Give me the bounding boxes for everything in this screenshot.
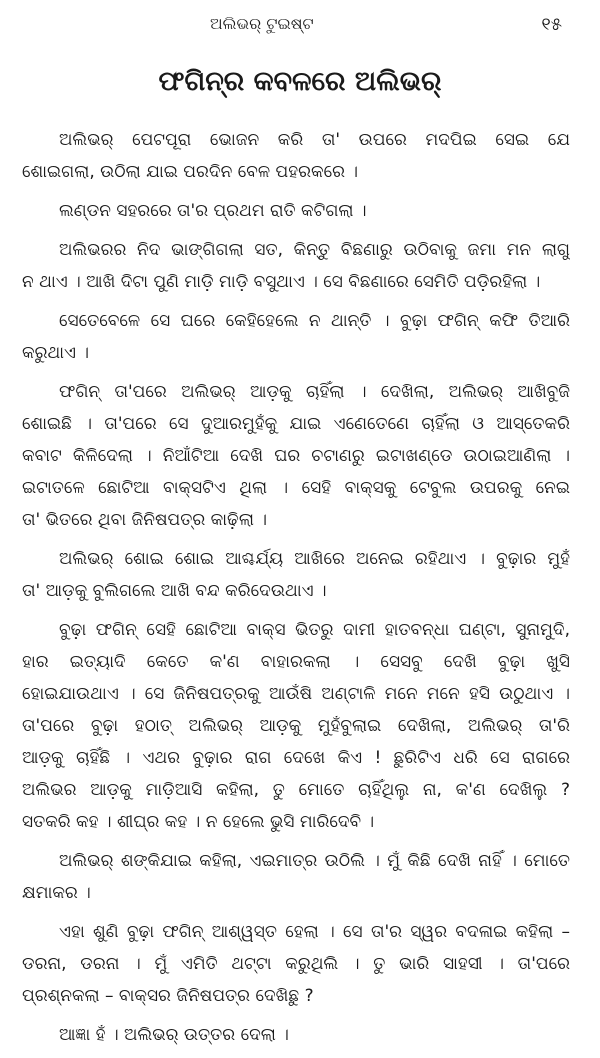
running-title: ଅଲିଭର୍ ଟୁଇଷ୍ଟ [210, 14, 314, 33]
paragraph-line: ପ୍ରଶ୍ନକଲା – ବାକ୍ସର ଜିନିଷପତ୍ର ଦେଖିଛୁ ? [22, 986, 314, 1006]
paragraph [0, 376, 600, 536]
body-text [0, 124, 600, 1058]
paragraph-line: ଆଡ଼କୁ ଚାହିଁଛି । ଏଥର ବୁଢ଼ାର ରାଗ ଦେଖେ କିଏ ! ଛୁରିଟିଏ ଧରି ସେ ରାଗରେ [22, 748, 570, 768]
paragraph [0, 916, 600, 1012]
paragraph-line: କ୍ଷମାକର । [22, 883, 91, 903]
paragraph [0, 305, 600, 369]
paragraph-line: ଡରନା, ଡରନା । ମୁଁ ଏମିତି ଥଟ୍ଟା କରୁଥିଲି । ତୁ ଭାରି ସାହସୀ । ତା'ପରେ [22, 954, 570, 974]
paragraph [0, 845, 600, 909]
paragraph-line: ଅଲିଭର୍ ଶଙ୍କିଯାଇ କହିଲା, ଏଇମାତ୍ର ଉଠିଲି । ମୁଁ କିଛି ଦେଖି ନାହିଁ । ମୋତେ [59, 851, 570, 871]
paragraph-line: ଆଜ୍ଞା ହଁ । ଅଲିଭର୍ ଉତ୍ତର ଦେଲା । [59, 1025, 289, 1045]
paragraph [0, 124, 600, 188]
paragraph-line: ଏହା ଶୁଣି ବୁଢ଼ା ଫଗିନ୍ ଆଶ୍ୱସ୍ତ ହେଲା । ସେ ତା'ର ସ୍ୱର ବଦଳାଇ କହିଲା – [59, 922, 570, 942]
paragraph-line: ତା'ପରେ ବୁଢ଼ା ହଠାତ୍ ଅଲିଭର୍ ଆଡ଼କୁ ମୁହଁବୁଲାଇ ଦେଖିଲା, ଅଲିଭର୍ ତା'ରି [22, 716, 570, 736]
paragraph-line: ସେତେବେଳେ ସେ ଘରେ କେହିହେଲେ ନ ଥାନ୍ତି । ବୁଢ଼ା ଫଗିନ୍ କଫି ତିଆରି [59, 311, 570, 331]
paragraph-line: ଫଗିନ୍ ତା'ପରେ ଅଲିଭର୍ ଆଡ଼କୁ ଚାହିଁଲା । ଦେଖିଲା, ଅଲିଭର୍ ଆଖିବୁଜି [59, 382, 570, 402]
page-number: ୧୫ [541, 14, 562, 35]
paragraph-line: ଅଲିଭରର ନିଦ ଭାଙ୍ଗିଗଲା ସତ, କିନ୍ତୁ ବିଛଣାରୁ ଉଠିବାକୁ ଜମା ମନ ଲାଗୁ [59, 240, 570, 260]
paragraph-line: କବାଟ କିଳିଦେଲା । ନିଆଁଟିଆ ଦେଖି ଘର ଚଟାଣରୁ ଇଟାଖଣ୍ଡେ ଉଠାଇଆଣିଲା । [22, 446, 570, 466]
paragraph-line: ଅଲିଭର୍ ଶୋଇ ଶୋଇ ଆଶ୍ଚର୍ଯ୍ୟ ଆଖିରେ ଅନେଇ ରହିଥାଏ । ବୁଢ଼ାର ମୁହଁ [59, 549, 570, 569]
paragraph-line: ଅଲିଭର୍ ପେଟପୂରା ଭୋଜନ କରି ତା' ଉପରେ ମଦପିଇ ସେଇ ଯେ [59, 130, 570, 150]
running-head [0, 14, 600, 38]
paragraph-line: ଅଲିଭର ଆଡ଼କୁ ମାଡ଼ିଆସି କହିଲା, ତୁ ମୋତେ ଚାହିଁଥିଲୁ ନା, କ'ଣ ଦେଖିଲୁ ? [22, 780, 570, 800]
paragraph-line: ବୁଢ଼ା ଫଗିନ୍ ସେହି ଛୋଟିଆ ବାକ୍ସ ଭିତରୁ ଦାମୀ ହାତବନ୍ଧା ଘଣ୍ଟା, ସୁନାମୁଦି, [59, 620, 570, 640]
paragraph [0, 1019, 600, 1051]
paragraph-line: ଶୋଇଗଲା, ଉଠିଲା ଯାଇ ପରଦିନ ବେଳ ପହରକରେ । [22, 162, 359, 182]
paragraph-line: କରୁଥାଏ । [22, 343, 90, 363]
paragraph [0, 614, 600, 838]
paragraph [0, 234, 600, 298]
paragraph-line: ଲଣ୍ଡନ ସହରରେ ତା'ର ପ୍ରଥମ ରାତି କଟିଗଲା । [59, 201, 367, 221]
paragraph-line: ଇଟାତଳେ ଛୋଟିଆ ବାକ୍ସଟିଏ ଥିଲା । ସେହି ବାକ୍ସକୁ ଟେବୁଲ ଉପରକୁ ନେଇ [22, 478, 570, 498]
paragraph-line: ଶୋଇଛି । ତା'ପରେ ସେ ଦୁଆରମୁହଁକୁ ଯାଇ ଏଣେତେଣେ ଚାହିଁଲା ଓ ଆସ୍ତେକରି [22, 414, 570, 434]
paragraph-line: ହାର ଇତ୍ୟାଦି କେତେ କ'ଣ ବାହାରକଲା । ସେସବୁ ଦେଖି ବୁଢ଼ା ଖୁସି [22, 652, 570, 672]
paragraph-line: ନ ଥାଏ । ଆଖି ଦିଟା ପୁଣି ମାଡ଼ି ମାଡ଼ି ବସୁଥାଏ । ସେ ବିଛଣାରେ ସେମିତି ପଡ଼ିରହିଲା । [22, 272, 541, 292]
paragraph [0, 543, 600, 607]
paragraph-line: ସତକରି କହ । ଶୀଘ୍ର କହ । ନ ହେଲେ ଭୁସି ମାରିଦେବି । [22, 812, 375, 832]
paragraph [0, 195, 600, 227]
paragraph-line: ତା' ଆଡ଼କୁ ବୁଲିଗଲେ ଆଖି ବନ୍ଦ କରିଦେଉଥାଏ । [22, 581, 327, 601]
paragraph-line: ତା' ଭିତରେ ଥିବା ଜିନିଷପତ୍ର କାଢ଼ିଲା । [22, 510, 267, 530]
chapter-title: ଫଗିନ୍‌ର କବଳରେ ଅଲିଭର୍ [158, 66, 442, 97]
paragraph-line: ହୋଇଯାଉଥାଏ । ସେ ଜିନିଷପତ୍ରକୁ ଆଉଁଷି ଅଣ୍ଟାଳି ମନେ ମନେ ହସି ଉଠୁଥାଏ । [22, 684, 570, 704]
